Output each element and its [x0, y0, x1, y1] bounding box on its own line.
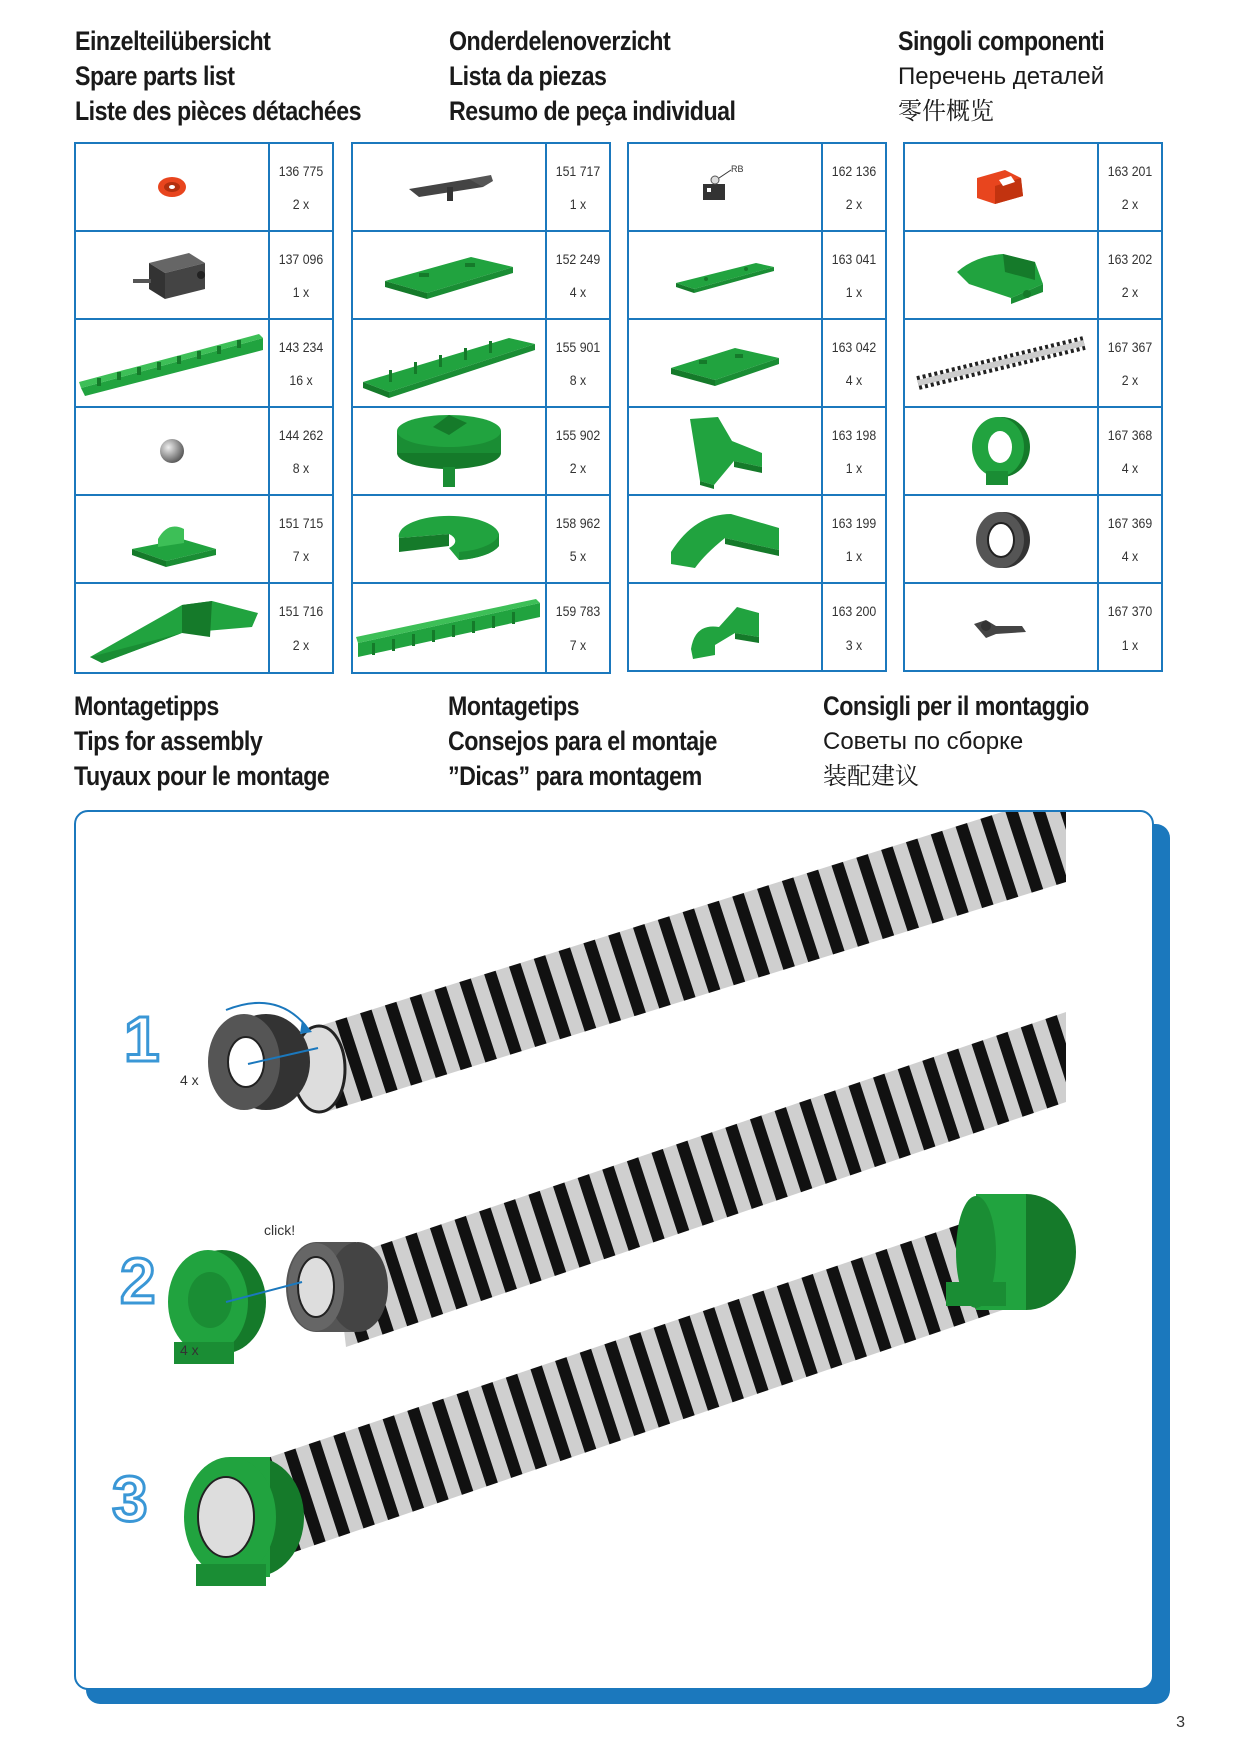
part-number: 167 369 — [1107, 514, 1153, 531]
part-number: 167 370 — [1107, 603, 1153, 619]
header-line: Lista da piezas — [449, 61, 607, 91]
header-line: Onderdelenoverzicht — [449, 26, 671, 56]
part-row — [629, 144, 885, 232]
part-qty: 1 x — [1121, 637, 1139, 653]
header-line: Перечень деталей — [898, 63, 1105, 90]
part-row — [905, 584, 1161, 672]
part-qty: 2 x — [292, 637, 310, 653]
part-qty: 2 x — [292, 195, 310, 212]
tips-line: Consigli per il montaggio — [823, 691, 1089, 721]
part-number: 144 262 — [278, 426, 324, 443]
part-qty: 1 x — [292, 283, 310, 300]
header-line: Singoli componenti — [898, 26, 1105, 56]
part-number: 151 716 — [278, 603, 324, 619]
header-line: Einzelteilübersicht — [75, 26, 271, 56]
step-number: 3 — [112, 1463, 148, 1535]
part-number: 163 201 — [1107, 162, 1153, 179]
part-number: 163 042 — [831, 338, 877, 355]
header-line: Spare parts list — [75, 61, 235, 91]
part-qty: 1 x — [845, 547, 863, 564]
sensor-icon — [629, 144, 823, 230]
tips-line: ”Dicas” para montagem — [448, 761, 702, 791]
part-number: 163 200 — [831, 603, 877, 619]
part-qty: 5 x — [569, 547, 587, 564]
steel-ball-icon — [76, 408, 270, 494]
part-row — [76, 496, 332, 584]
part-row — [353, 496, 609, 584]
assembly-drawing — [76, 812, 1154, 1690]
green-square-plate-icon — [629, 320, 823, 406]
tips-line: Tuyaux pour le montage — [74, 761, 330, 791]
part-qty: 1 x — [569, 195, 587, 212]
tips-header-it-ru-zh — [823, 689, 1132, 794]
part-qty: 4 x — [845, 371, 863, 388]
parts-table-1 — [74, 142, 334, 674]
page-number: 3 — [1176, 1714, 1185, 1731]
green-angle-icon — [629, 408, 823, 494]
part-qty: 7 x — [292, 547, 310, 564]
green-channel-icon — [353, 320, 547, 406]
spiral-icon — [905, 320, 1099, 406]
green-bracket-icon — [629, 584, 823, 672]
part-row — [905, 144, 1161, 232]
part-number: 163 041 — [831, 250, 877, 267]
green-ramp-icon — [76, 584, 270, 672]
tips-line: Consejos para el montaje — [448, 726, 717, 756]
part-row — [353, 584, 609, 672]
part-number: 163 198 — [831, 426, 877, 443]
part-number: 162 136 — [831, 162, 877, 179]
tips-line: Советы по сборке — [823, 728, 1024, 755]
part-number: 143 234 — [278, 338, 324, 355]
flexible-rail-icon — [76, 320, 270, 406]
green-slope-icon — [905, 232, 1099, 318]
red-block-icon — [905, 144, 1099, 230]
parts-header-de-en-fr — [75, 24, 408, 129]
part-qty: 1 x — [845, 459, 863, 476]
black-ring-icon — [905, 496, 1099, 582]
part-row — [76, 144, 332, 232]
green-ring-holder-icon — [905, 408, 1099, 494]
part-number: 137 096 — [278, 250, 324, 267]
green-wedge-icon — [629, 496, 823, 582]
part-row — [76, 584, 332, 672]
assembly-illustration — [74, 810, 1154, 1690]
green-flat-plate-icon — [629, 232, 823, 318]
part-row — [353, 408, 609, 496]
parts-table-3 — [627, 142, 887, 672]
lever-icon — [353, 144, 547, 230]
tips-line: Tips for assembly — [74, 726, 263, 756]
step-qty: 4 x — [180, 1072, 199, 1088]
part-row — [76, 408, 332, 496]
part-qty: 4 x — [569, 283, 587, 300]
part-number: 158 962 — [555, 514, 601, 531]
green-curve-icon — [353, 496, 547, 582]
part-row — [76, 320, 332, 408]
part-number: 167 368 — [1107, 426, 1153, 443]
header-line: 零件概览 — [898, 98, 994, 125]
part-row — [905, 496, 1161, 584]
part-qty: 8 x — [569, 371, 587, 388]
part-row — [629, 232, 885, 320]
part-number: 159 783 — [555, 603, 601, 619]
part-number: 167 367 — [1107, 338, 1153, 355]
pin-icon — [905, 584, 1099, 672]
part-qty: 2 x — [1121, 195, 1139, 212]
svg-text:RB: RB — [731, 164, 744, 174]
header-line: Resumo de peça individual — [449, 96, 736, 126]
click-note: click! — [264, 1222, 296, 1238]
tips-line: Montagetips — [448, 691, 580, 721]
parts-header-it-ru-zh — [898, 24, 1138, 129]
green-rail-icon — [353, 584, 547, 672]
green-plate-icon — [353, 232, 547, 318]
green-holder-right — [946, 1194, 1076, 1310]
part-qty: 7 x — [569, 637, 587, 653]
part-qty: 1 x — [845, 283, 863, 300]
parts-table-2 — [351, 142, 611, 674]
green-holder-left — [184, 1457, 304, 1586]
part-number: 151 717 — [555, 162, 601, 179]
part-qty: 16 x — [289, 371, 313, 388]
green-turntable-icon — [353, 408, 547, 494]
part-row — [905, 232, 1161, 320]
part-qty: 2 x — [1121, 371, 1139, 388]
tips-line: Montagetipps — [74, 691, 219, 721]
step-number: 2 — [120, 1245, 156, 1317]
parts-table-4 — [903, 142, 1163, 672]
part-row — [629, 496, 885, 584]
step-qty: 4 x — [180, 1342, 199, 1358]
part-row — [629, 408, 885, 496]
tips-header-nl-es-pt — [448, 689, 761, 794]
part-row — [905, 408, 1161, 496]
part-qty: 8 x — [292, 459, 310, 476]
part-row — [629, 320, 885, 408]
part-number: 151 715 — [278, 514, 324, 531]
part-qty: 2 x — [569, 459, 587, 476]
part-number: 155 902 — [555, 426, 601, 443]
part-qty: 4 x — [1121, 547, 1139, 564]
part-number: 155 901 — [555, 338, 601, 355]
part-qty: 3 x — [845, 637, 863, 653]
header-line: Liste des pièces détachées — [75, 96, 362, 126]
part-qty: 2 x — [1121, 283, 1139, 300]
green-holder-icon — [76, 496, 270, 582]
part-qty: 2 x — [845, 195, 863, 212]
part-row — [629, 584, 885, 672]
part-row — [353, 320, 609, 408]
part-row — [76, 232, 332, 320]
tips-line: 装配建议 — [823, 763, 919, 790]
part-number: 163 202 — [1107, 250, 1153, 267]
part-qty: 4 x — [1121, 459, 1139, 476]
red-pulley-icon — [76, 144, 270, 230]
step-number: 1 — [124, 1003, 160, 1075]
part-row — [905, 320, 1161, 408]
part-row — [353, 232, 609, 320]
parts-header-nl-es-pt — [449, 24, 782, 129]
part-number: 152 249 — [555, 250, 601, 267]
part-number: 136 775 — [278, 162, 324, 179]
motor-icon — [76, 232, 270, 318]
part-row — [353, 144, 609, 232]
part-number: 163 199 — [831, 514, 877, 531]
tips-header-de-en-fr — [74, 689, 371, 794]
